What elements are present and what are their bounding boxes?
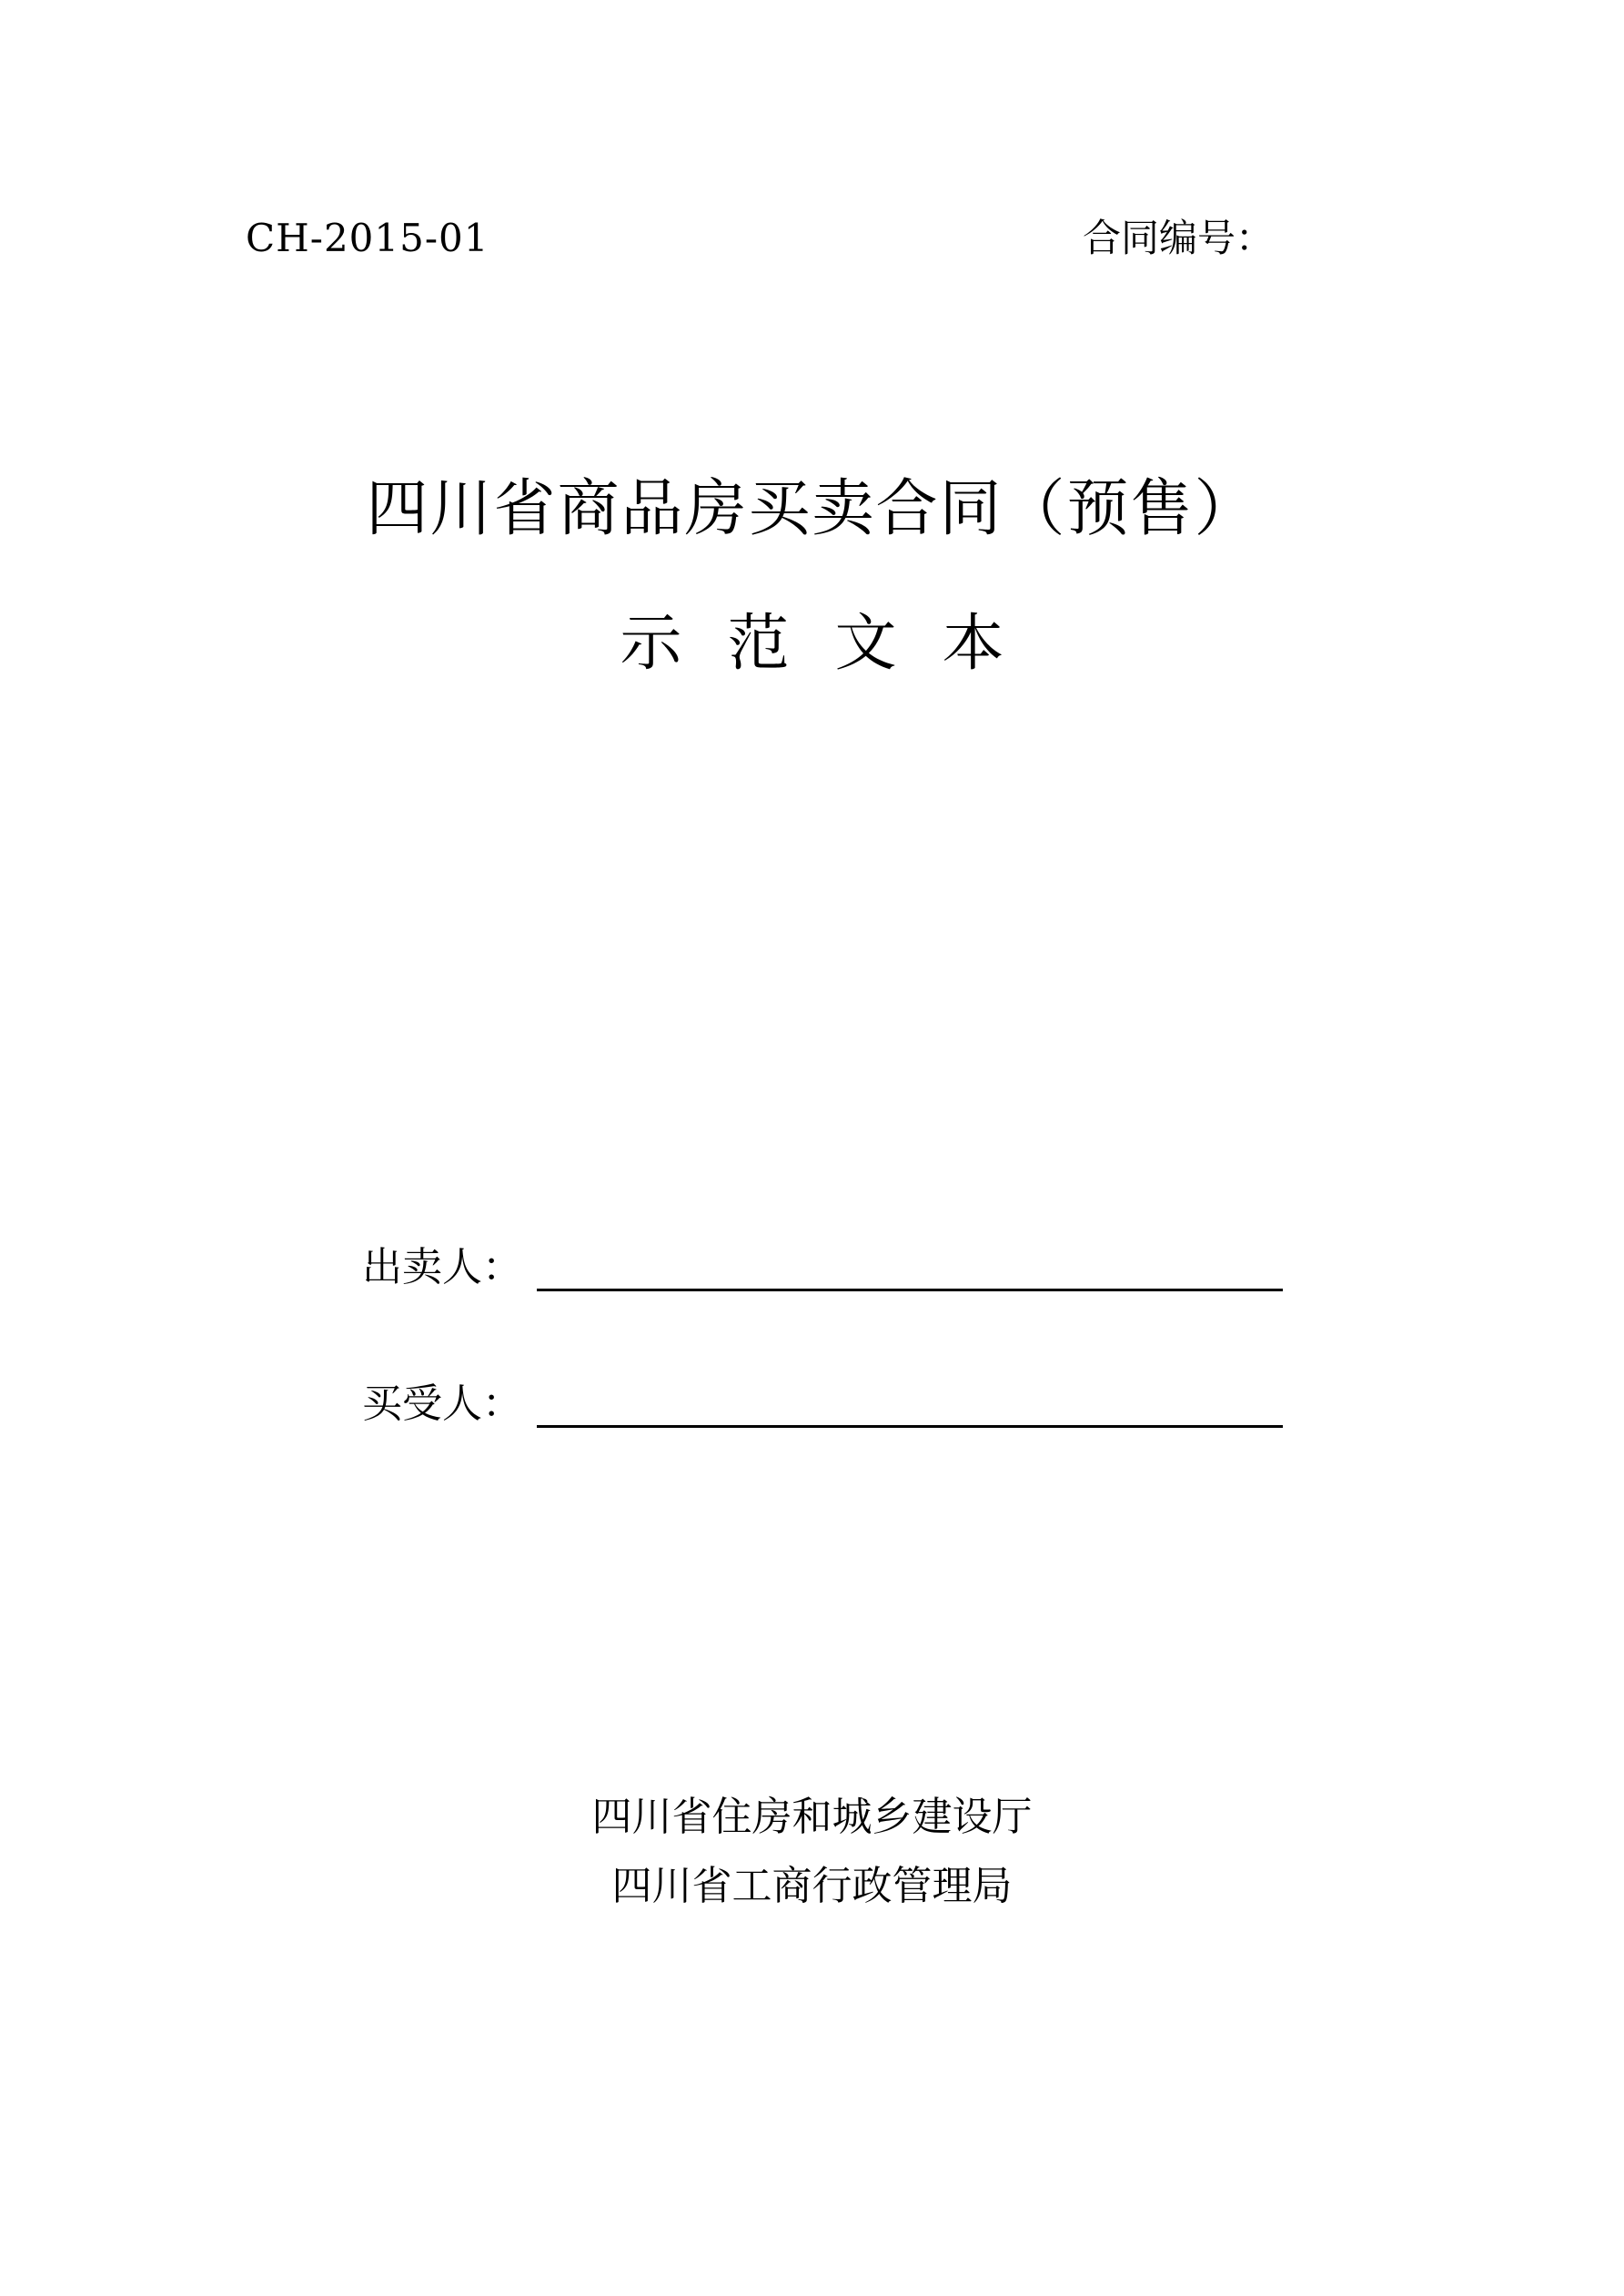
document-title: 四川省商品房买卖合同（预售） bbox=[366, 473, 1258, 545]
buyer-field bbox=[362, 1372, 1290, 1436]
seller-blank-line bbox=[537, 1289, 1283, 1291]
issuer-commerce-bureau: 四川省工商行政管理局 bbox=[611, 1863, 1013, 1909]
contract-number-label: 合同编号： bbox=[1083, 216, 1275, 260]
issuer-housing-department: 四川省住房和城乡建设厅 bbox=[591, 1794, 1033, 1840]
seller-label: 出卖人： bbox=[362, 1244, 522, 1290]
form-code: CH-2015-01 bbox=[246, 216, 489, 260]
buyer-label: 买受人： bbox=[362, 1381, 522, 1427]
buyer-blank-line bbox=[537, 1425, 1283, 1428]
document-subtitle: 示范文本 bbox=[620, 608, 1050, 680]
seller-field bbox=[362, 1236, 1290, 1300]
